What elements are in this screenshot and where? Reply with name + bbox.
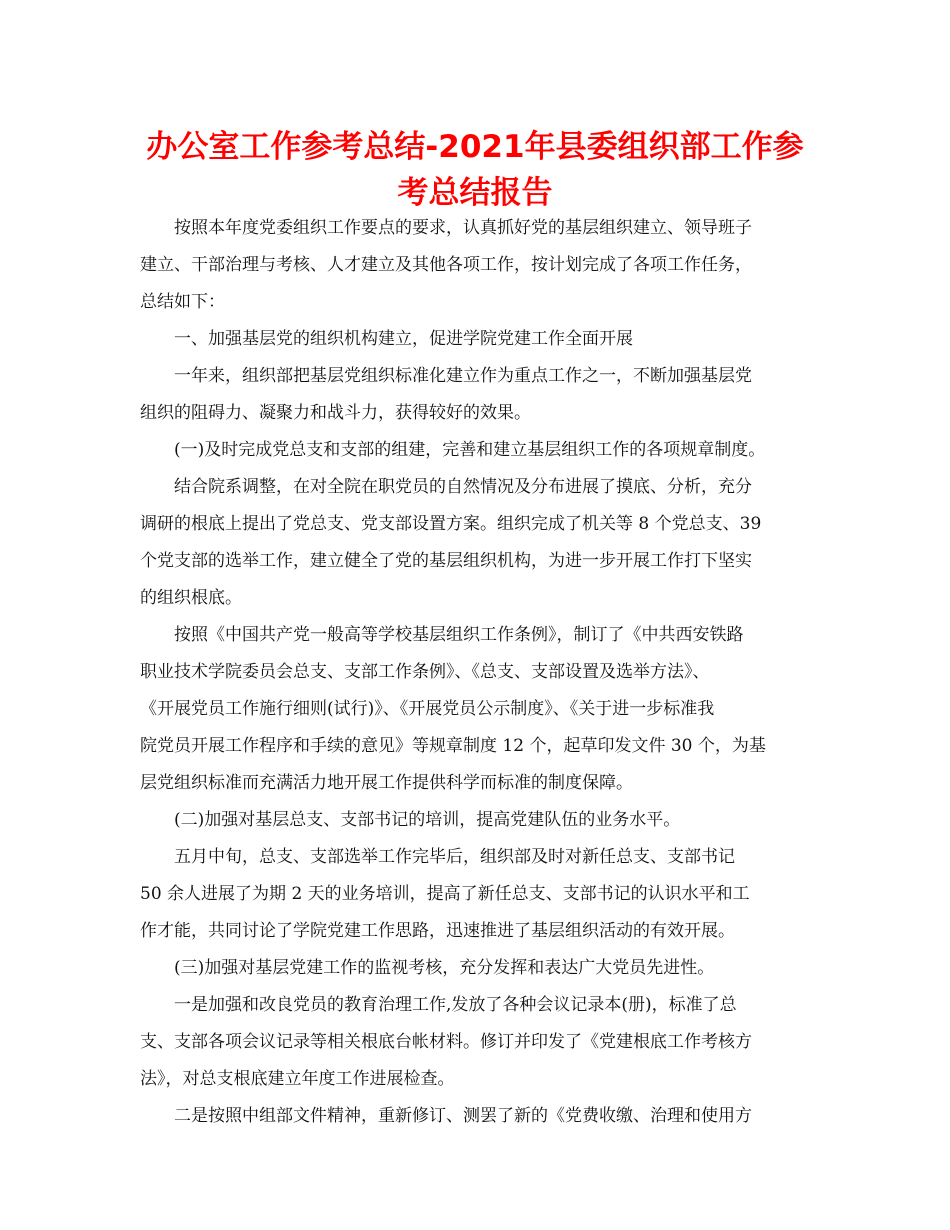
body-line: 建立、干部治理与考核、人才建立及其他各项工作，按计划完成了各项工作任务， <box>140 255 752 275</box>
body-line: 院党员开展工作程序和手续的意见》等规章制度 12 个，起草印发文件 30 个，为基 <box>140 736 766 756</box>
body-line: 组织的阻碍力、凝聚力和战斗力，获得较好的效果。 <box>140 403 531 423</box>
body-line: 作才能，共同讨论了学院党建工作思路，迅速推进了基层组织活动的有效开展。 <box>140 921 735 941</box>
body-line: 层党组织标准而充满活力地开展工作提供科学而标准的制度保障。 <box>140 773 633 793</box>
body-line: 的组织根底。 <box>140 588 242 608</box>
body-line: 五月中旬，总支、支部选举工作完毕后，组织部及时对新任总支、支部书记 <box>174 847 735 867</box>
body-line: 支、支部各项会议记录等相关根底台帐材料。修订并印发了《党建根底工作考核方 <box>140 1032 752 1052</box>
subsection-heading: (一)及时完成党总支和支部的组建，完善和建立基层组织工作的各项规章制度。 <box>174 440 766 460</box>
body-line: 50 余人进展了为期 2 天的业务培训，提高了新任总支、支部书记的认识水平和工 <box>140 884 750 904</box>
subsection-heading: (三)加强对基层党建工作的监视考核，充分发挥和表达广大党员先进性。 <box>174 958 715 978</box>
body-line: 按照本年度党委组织工作要点的要求，认真抓好党的基层组织建立、领导班子 <box>174 218 752 238</box>
section-heading: 一、加强基层党的组织机构建立，促进学院党建工作全面开展 <box>174 329 633 349</box>
document-title-line-2: 考总结报告 <box>397 175 553 211</box>
body-line: 职业技术学院委员会总支、支部工作条例》、《总支、支部设置及选举方法》、 <box>140 662 710 682</box>
body-line: 调研的根底上提出了党总支、党支部设置方案。组织完成了机关等 8 个党总支、39 <box>140 514 762 534</box>
body-line: 二是按照中组部文件精神，重新修订、测罢了新的《党费收缴、治理和使用方 <box>174 1106 752 1126</box>
body-line: 个党支部的选举工作，建立健全了党的基层组织机构，为进一步开展工作打下坚实 <box>140 551 752 571</box>
body-line: 一年来，组织部把基层党组织标准化建立作为重点工作之一，不断加强基层党 <box>174 366 752 386</box>
body-line: 一是加强和改良党员的教育治理工作,发放了各种会议记录本(册)，标准了总 <box>174 995 737 1015</box>
subsection-heading: (二)加强对基层总支、支部书记的培训，提高党建队伍的业务水平。 <box>174 810 681 830</box>
body-line: 《开展党员工作施行细则(试行)》、《开展党员公示制度》、《关于进一步标准我 <box>140 699 715 719</box>
body-line: 结合院系调整，在对全院在职党员的自然情况及分布进展了摸底、分析，充分 <box>174 477 752 497</box>
body-line: 按照《中国共产党一般高等学校基层组织工作条例》，制订了《中共西安铁路 <box>174 625 744 645</box>
body-line: 法》，对总支根底建立年度工作进展检查。 <box>140 1069 455 1089</box>
body-line: 总结如下： <box>140 292 225 312</box>
document-title-line-1: 办公室工作参考总结-2021年县委组织部工作参 <box>146 129 804 165</box>
